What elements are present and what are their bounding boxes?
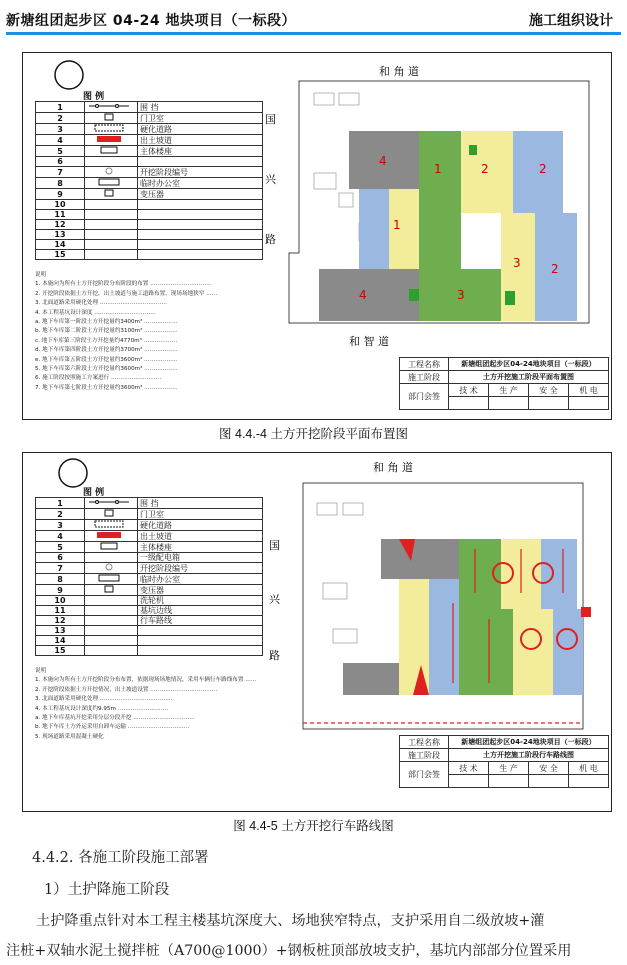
zone-yellow-bottom (513, 609, 553, 695)
legend-row (36, 596, 263, 606)
legend-label: 开挖阶段编号 (138, 167, 263, 178)
legend-label: 出土坡道 (138, 531, 263, 542)
legend-row (36, 574, 263, 585)
road-bottom-label: 和 智 道 (349, 335, 389, 348)
legend-row (36, 200, 263, 210)
title-block: 工程名称 新塘组团起步区04-24地块项目（一标段） 施工阶段 土方开挖施工阶段平面布置图 部门会签 技 术 生 产 安 全 机 电 (399, 357, 609, 410)
legend-row (36, 585, 263, 596)
legend-row (36, 563, 263, 574)
legend-row (36, 616, 263, 626)
paragraph-line-1: 土护降重点针对本工程主楼基坑深度大、场地狭窄特点，支护采用自二级放坡+灌 (36, 913, 545, 929)
legend-label (138, 200, 263, 210)
legend-num: 11 (36, 210, 85, 220)
legend-num: 9 (36, 585, 85, 596)
legend-label: 硬化道路 (138, 520, 263, 531)
legend-num: 6 (36, 157, 85, 167)
figure-1-caption: 图 4.4.-4 土方开挖阶段平面布置图 (219, 427, 408, 441)
road-left-label-1: 国 (269, 539, 280, 552)
legend-num: 11 (36, 606, 85, 616)
legend-label: 门卫室 (138, 113, 263, 124)
legend-num: 10 (36, 200, 85, 210)
legend-row (36, 606, 263, 616)
zone-yellow-left (399, 579, 429, 695)
legend-row (36, 498, 263, 509)
legend-symbol-icon (85, 606, 138, 616)
zone-gray-bottom (319, 269, 419, 321)
legend-row (36, 210, 263, 220)
zone-blue-left (429, 579, 459, 695)
legend-table (35, 101, 263, 260)
legend-num: 7 (36, 563, 85, 574)
legend-row (36, 135, 263, 146)
road-left-label-1: 国 (265, 113, 276, 126)
north-arrow-icon (53, 59, 85, 91)
legend-table (35, 497, 263, 656)
svg-text:2: 2 (551, 262, 559, 276)
legend-symbol-icon (85, 220, 138, 230)
legend-num: 15 (36, 250, 85, 260)
legend-symbol-icon (85, 250, 138, 260)
legend-symbol-icon (85, 646, 138, 656)
legend-symbol-icon (85, 135, 138, 146)
road-top-label: 和 角 道 (373, 461, 413, 474)
legend-num: 3 (36, 124, 85, 135)
legend-label: 洗轮机 (138, 596, 263, 606)
svg-text:3: 3 (513, 256, 521, 270)
svg-text:1: 1 (434, 162, 442, 176)
legend-row (36, 189, 263, 200)
notes-text: 说明 1. 本施向为所有土方开挖阶段分布阶段的布置 …………………………… 2. 开挖阶段依据土方开挖，出土坡道与施工道路布置，现场场地狭窄 …… 3. 北面道路采用硬化处理 ……………………………… 4. 本工程基坑设计深度 …………………………… a. 地下车库第一阶段土方开挖量约3400m³ ……………… b. 地下车库第二阶段土方开挖量约3100m³ ……………… c. 地下车库第三阶段土方开挖量约4770m³ ……………… d. 地下车库第四阶段土方开挖量约3700m³ ……………… e. 地下车库第五阶段土方开挖量约3600m³ ……………… 5. 地下车库第六阶段土方开挖量约3600m³ ……………… 6. 施工阶段按照施工方案进行 ……………………… 7. 地下车库第七阶段土方开挖量约3600m³ ……………… (35, 272, 218, 391)
legend-num: 4 (36, 531, 85, 542)
legend-row (36, 230, 263, 240)
svg-text:1: 1 (393, 218, 401, 232)
legend-title: 图 例 (83, 92, 105, 102)
legend-row (36, 553, 263, 563)
legend-symbol-icon (85, 210, 138, 220)
legend-row (36, 102, 263, 113)
legend-symbol-icon (85, 616, 138, 626)
legend-label (138, 646, 263, 656)
zone-green-bottom (459, 609, 513, 695)
legend-label (138, 250, 263, 260)
legend-row (36, 509, 263, 520)
legend-symbol-icon (85, 542, 138, 553)
legend-label: 出土坡道 (138, 135, 263, 146)
legend-symbol-icon (85, 509, 138, 520)
legend-label: 变压器 (138, 189, 263, 200)
legend-num: 8 (36, 574, 85, 585)
legend-num: 3 (36, 520, 85, 531)
zone-green (459, 539, 501, 609)
legend-symbol-icon (85, 157, 138, 167)
site-plan (259, 53, 609, 353)
legend-symbol-icon (85, 113, 138, 124)
legend-title: 图 例 (83, 488, 105, 498)
figure-2-caption: 图 4.4-5 土方开挖行车路线图 (233, 819, 394, 833)
legend-label: 开挖阶段编号 (138, 563, 263, 574)
legend-num: 2 (36, 509, 85, 520)
doc-type: 施工组织设计 (529, 13, 613, 29)
paragraph-line-2: 注桩+双轴水泥土搅拌桩（A700@1000）+钢板桩顶部放坡支护，基坑内部部分位置采用 (6, 943, 572, 959)
legend-row (36, 178, 263, 189)
legend-label: 变压器 (138, 585, 263, 596)
svg-text:2: 2 (481, 162, 489, 176)
zone-gray-top (381, 539, 459, 579)
svg-text:4: 4 (379, 154, 387, 168)
road-left-label-3: 路 (265, 233, 276, 246)
legend-num: 5 (36, 146, 85, 157)
legend-label: 硬化道路 (138, 124, 263, 135)
legend-num: 1 (36, 102, 85, 113)
legend-symbol-icon (85, 563, 138, 574)
legend-row (36, 646, 263, 656)
legend-row (36, 113, 263, 124)
project-title: 新塘组团起步区 04-24 地块项目（一标段） (6, 13, 297, 29)
zone-blue-bottom (553, 609, 583, 695)
legend-label (138, 240, 263, 250)
zone-blue-top (541, 539, 577, 609)
road-left-label-3: 路 (269, 649, 280, 662)
legend-num: 2 (36, 113, 85, 124)
legend-num: 6 (36, 553, 85, 563)
legend-symbol-icon (85, 574, 138, 585)
legend-label (138, 626, 263, 636)
legend-symbol-icon (85, 200, 138, 210)
legend-symbol-icon (85, 553, 138, 563)
legend-num: 10 (36, 596, 85, 606)
legend-symbol-icon (85, 102, 138, 113)
legend-row (36, 167, 263, 178)
legend-num: 14 (36, 636, 85, 646)
legend-row (36, 520, 263, 531)
legend-num: 13 (36, 626, 85, 636)
svg-text:2: 2 (539, 162, 547, 176)
legend-row (36, 531, 263, 542)
legend-num: 8 (36, 178, 85, 189)
legend-symbol-icon (85, 124, 138, 135)
legend-label (138, 157, 263, 167)
legend-row (36, 636, 263, 646)
legend-symbol-icon (85, 531, 138, 542)
legend-label: 门卫室 (138, 509, 263, 520)
legend-num: 7 (36, 167, 85, 178)
legend-symbol-icon (85, 178, 138, 189)
legend-symbol-icon (85, 596, 138, 606)
legend-num: 13 (36, 230, 85, 240)
legend-num: 15 (36, 646, 85, 656)
legend-num: 12 (36, 616, 85, 626)
legend-symbol-icon (85, 146, 138, 157)
legend-label (138, 220, 263, 230)
road-left-label-2: 兴 (269, 593, 280, 606)
legend-label: 临时办公室 (138, 178, 263, 189)
notes-text: 说明 1. 本施向为所有土方开挖阶段分布布置，依据现场场地情况，采用车辆行车路线布置 …… 2. 开挖阶段依据土方开挖情况，出土坡道设置 ……………………………… 3. 北面道路采用硬化处理 ………………………………… 4. 本工程基坑设计深度约9.95m ……………………… a. 地下车库基坑开挖采用分层分段开挖 …………………………… b. 地下车库土方外运采用自卸车运输 …………………………… 5. 现场道路采用混凝土硬化 (35, 668, 257, 740)
legend-label: 一级配电箱 (138, 553, 263, 563)
legend-label: 基坑边线 (138, 606, 263, 616)
legend-label (138, 210, 263, 220)
road-top-label: 和 角 道 (379, 65, 419, 78)
legend-symbol-icon (85, 636, 138, 646)
existing-buildings (317, 503, 363, 643)
legend-num: 9 (36, 189, 85, 200)
figure-2-frame (22, 452, 612, 812)
legend-label: 行车路线 (138, 616, 263, 626)
legend-label: 围 挡 (138, 498, 263, 509)
legend-num: 14 (36, 240, 85, 250)
header-rule (6, 32, 621, 35)
legend-symbol-icon (85, 230, 138, 240)
legend-num: 12 (36, 220, 85, 230)
legend-row (36, 124, 263, 135)
legend-row (36, 626, 263, 636)
legend-symbol-icon (85, 498, 138, 509)
legend-label (138, 636, 263, 646)
zone-green (419, 131, 461, 269)
legend-row (36, 220, 263, 230)
figure-1-frame (22, 52, 612, 420)
legend-symbol-icon (85, 167, 138, 178)
legend-label (138, 230, 263, 240)
legend-row (36, 146, 263, 157)
legend-symbol-icon (85, 626, 138, 636)
legend-num: 5 (36, 542, 85, 553)
zone-blue-top (513, 131, 563, 213)
legend-symbol-icon (85, 189, 138, 200)
legend-row (36, 157, 263, 167)
legend-symbol-icon (85, 240, 138, 250)
svg-text:4: 4 (359, 288, 367, 302)
legend-symbol-icon (85, 585, 138, 596)
zone-gray-bottom (343, 663, 399, 695)
legend-label: 主体楼座 (138, 542, 263, 553)
legend-label: 主体楼座 (138, 146, 263, 157)
legend-symbol-icon (85, 520, 138, 531)
legend-row (36, 542, 263, 553)
legend-label: 临时办公室 (138, 574, 263, 585)
subsection-heading: 1）土护降施工阶段 (44, 882, 170, 898)
section-heading: 4.4.2. 各施工阶段施工部署 (32, 850, 209, 866)
road-left-label-2: 兴 (265, 173, 276, 186)
legend-label: 围 挡 (138, 102, 263, 113)
legend-row (36, 250, 263, 260)
svg-text:3: 3 (457, 288, 465, 302)
title-block: 工程名称 新塘组团起步区04-24地块项目（一标段） 施工阶段 土方开挖施工阶段行车路线图 部门会签 技 术 生 产 安 全 机 电 (399, 735, 609, 788)
legend-num: 1 (36, 498, 85, 509)
legend-num: 4 (36, 135, 85, 146)
page-header (0, 0, 627, 36)
legend-row (36, 240, 263, 250)
site-plan (263, 453, 609, 739)
